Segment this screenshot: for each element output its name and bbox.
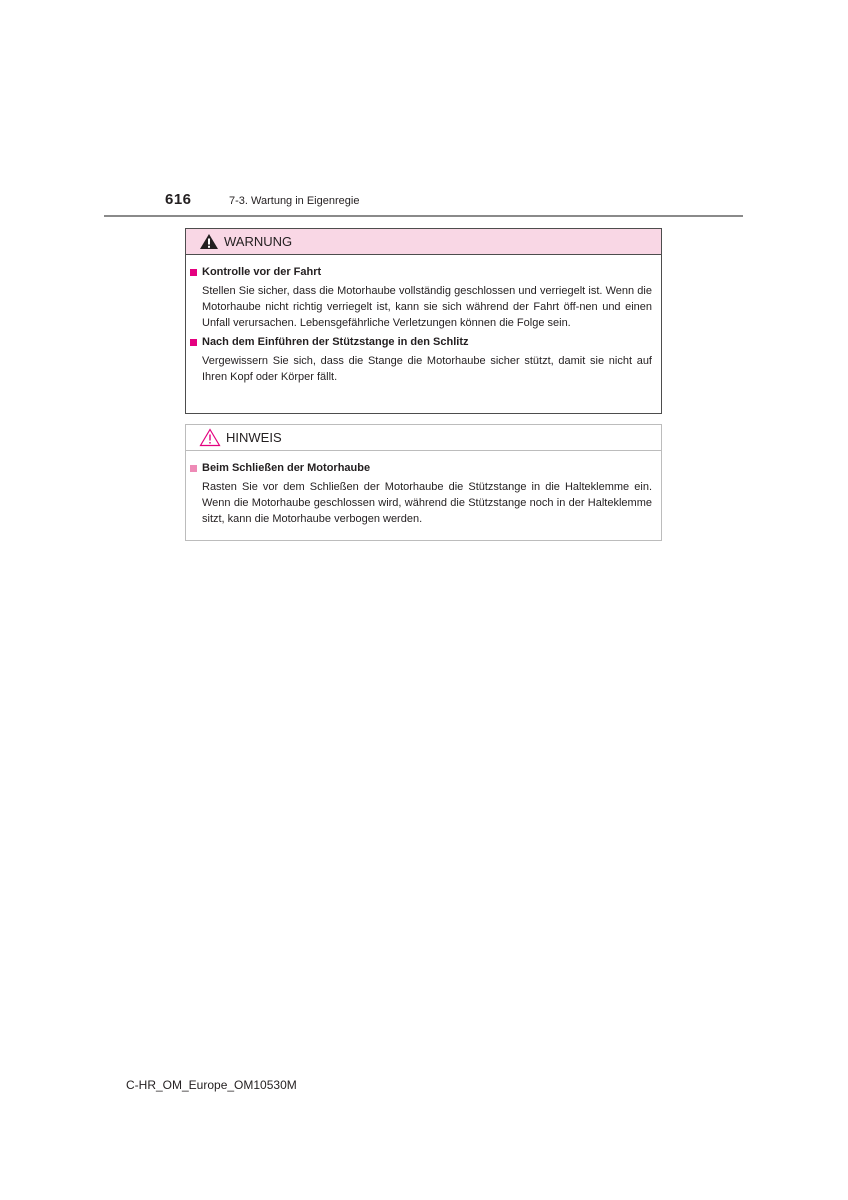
square-bullet-icon (190, 269, 197, 276)
notice-body (186, 451, 661, 527)
notice-item-heading: Beim Schließen der Motorhaube (190, 461, 652, 475)
caution-triangle-icon (199, 428, 221, 447)
notice-label: HINWEIS (226, 430, 282, 445)
footer-doc-id: C-HR_OM_Europe_OM10530M (126, 1078, 297, 1092)
square-bullet-icon (190, 465, 197, 472)
page-number: 616 (165, 191, 192, 208)
notice-header (186, 425, 661, 451)
notice-box (185, 424, 662, 541)
warning-triangle-icon (199, 233, 219, 250)
warning-body (186, 255, 661, 385)
warning-item-heading: Nach dem Einführen der Stützstange in den Schlitz (190, 335, 652, 349)
warning-item-text: Stellen Sie sicher, dass die Motorhaube vollständig geschlossen und verriegelt ist. Wenn die Motorhaube nicht richtig verriegelt ist, kann sie sich während der Fahrt öff-nen und einen Unfall verursachen. Lebensgefährliche Verletzungen können die Folge sein. (202, 285, 652, 329)
warning-label: WARNUNG (224, 234, 293, 249)
notice-item-text: Rasten Sie vor dem Schließen der Motorhaube die Stützstange in die Halteklemme ein. Wenn die Motorhaube geschlossen wird, während die Stützstange noch in der Halteklemme sitzt, kann die Motorhaube verbogen werden. (202, 481, 652, 525)
section-title: 7-3. Wartung in Eigenregie (229, 195, 360, 207)
warning-box (185, 228, 662, 414)
warning-item-heading: Kontrolle vor der Fahrt (190, 265, 652, 279)
warning-header (186, 229, 661, 255)
square-bullet-icon (190, 339, 197, 346)
header-rule (104, 215, 743, 217)
warning-item-text: Vergewissern Sie sich, dass die Stange die Motorhaube sicher stützt, damit sie nicht auf Ihren Kopf oder Körper fällt. (202, 355, 652, 383)
